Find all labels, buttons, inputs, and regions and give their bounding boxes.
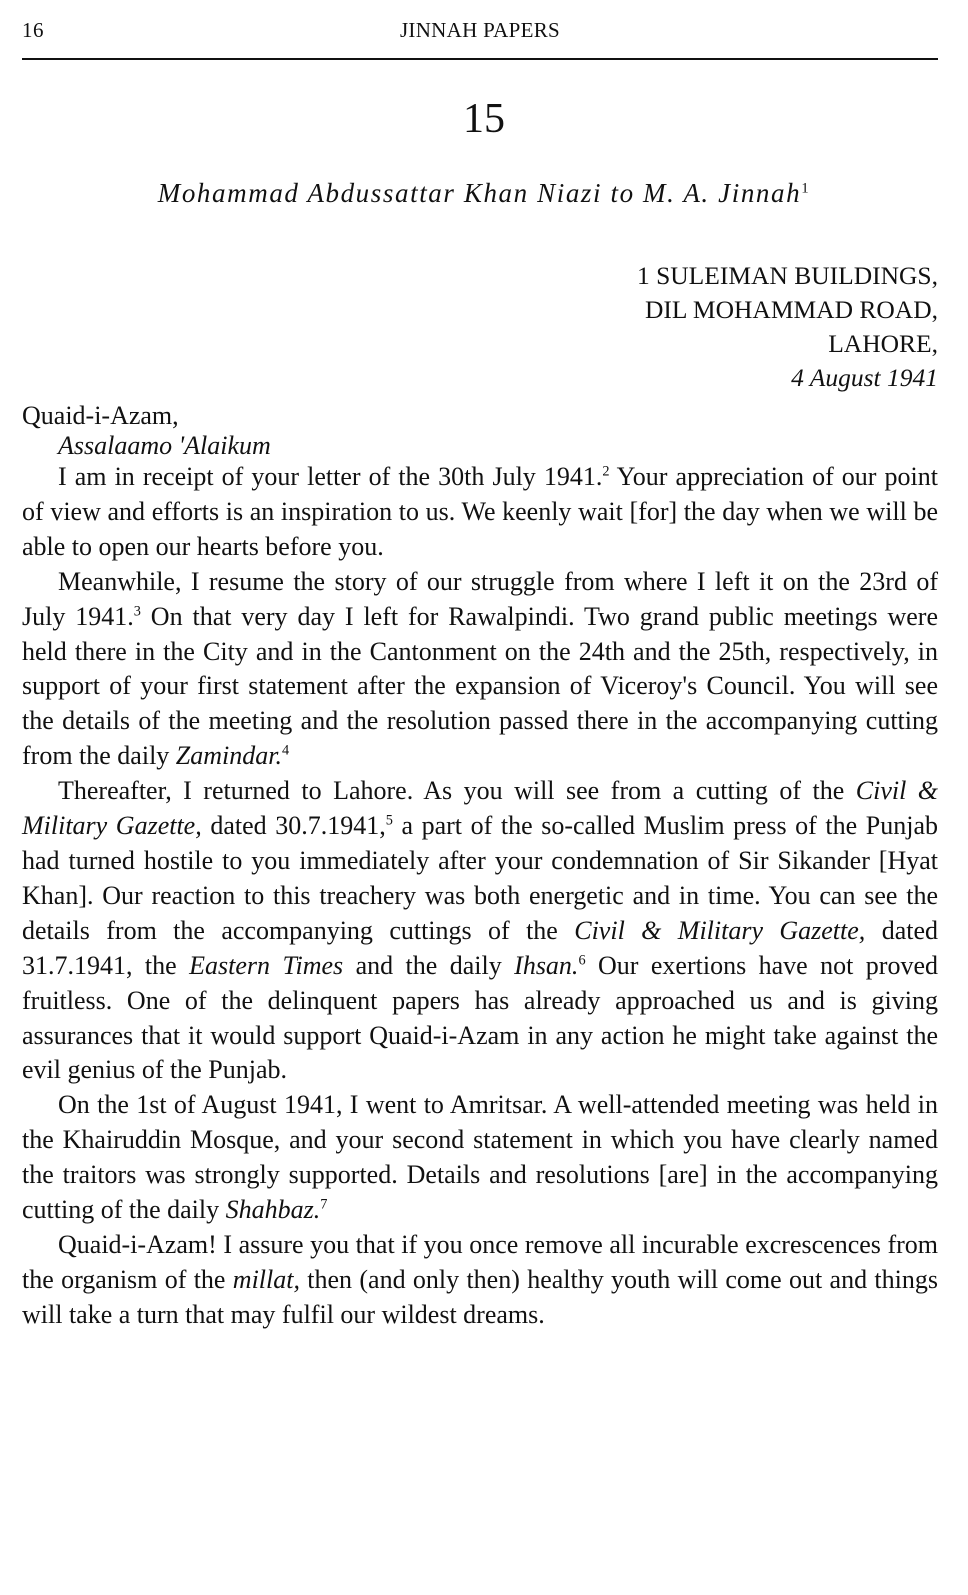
- address-line: DIL MOHAMMAD ROAD,: [644, 295, 938, 324]
- paragraph-text: Meanwhile, I resume the story of our struggle from where I left it on the 23rd of July 1941.: [22, 566, 938, 631]
- header-rule: [22, 58, 938, 60]
- paragraph-text: dated 31.7.1941, the: [22, 915, 939, 980]
- italic-text: millat,: [232, 1264, 300, 1294]
- letter-paragraph: [22, 460, 938, 565]
- footnote-ref: 6: [578, 952, 586, 969]
- letter-body: [22, 460, 938, 1333]
- paragraph-text: Your appreciation of our point of view and efforts is an inspiration to us. We keenly wait [for] the day when we will be able to open our hearts before you.: [22, 462, 938, 561]
- footnote-ref: 4: [282, 742, 290, 759]
- paragraph-text: Our exertions have not proved fruitless. One of the delinquent papers has already approached us and is giving assurances that it would support Quaid-i-Azam in any action he might take against the evil genius of the Punjab.: [22, 950, 938, 1085]
- running-title: JINNAH PAPERS: [399, 18, 561, 42]
- address-line: LAHORE,: [828, 329, 938, 358]
- document-number: 15: [463, 96, 505, 142]
- italic-text: Shahbaz.: [225, 1195, 321, 1225]
- italic-text: Ihsan.: [514, 950, 579, 980]
- italic-text: Eastern Times: [189, 950, 344, 980]
- address-line: 1 SULEIMAN BUILDINGS,: [636, 261, 938, 290]
- document-heading: [0, 178, 968, 209]
- heading-text: Mohammad Abdussattar Khan Niazi to M. A. Jinnah: [157, 178, 802, 208]
- italic-text: Civil & Military Gazette,: [22, 776, 938, 841]
- letter-paragraph: [22, 1088, 938, 1228]
- paragraph-text: a part of the so-called Muslim press of the Punjab had turned hostile to you immediately after your condemnation of Sir Sikander [Hyat Khan]. Our reaction to this treachery was both energetic and in time. You can see the details from the accompanying cuttings of the: [22, 811, 938, 945]
- letter-paragraph: [22, 774, 938, 1088]
- paragraph-text: On that very day I left for Rawalpindi. Two grand public meetings were held there in the City and in the Cantonment on the 24th and the 25th, respectively, in support of your first statement after the expansion of Viceroy's Council. You will see the details of the meeting and the resolution passed there in the accompanying cutting from the daily: [22, 601, 939, 771]
- footnote-ref: 7: [320, 1196, 328, 1213]
- paragraph-text: On the 1st of August 1941, I went to Amritsar. A well-attended meeting was held in the Khairuddin Mosque, and your second statement in which you have clearly named the traitors was strongly supported. Details and resolutions [are] in the accompanying cutting of the daily: [22, 1090, 938, 1225]
- italic-text: Civil & Military Gazette,: [574, 915, 866, 945]
- paragraph-text: and the daily: [343, 950, 515, 980]
- paragraph-text: dated 30.7.1941,: [201, 811, 386, 841]
- footnote-ref: 5: [385, 812, 393, 829]
- paragraph-text: I am in receipt of your letter of the 30th July 1941.: [58, 462, 603, 491]
- greeting: Assalaamo 'Alaikum: [58, 431, 271, 460]
- italic-text: Zamindar.: [175, 741, 282, 771]
- paragraph-text: Quaid-i-Azam! I assure you that if you once remove all incurable excrescences from the organism of the: [22, 1229, 938, 1294]
- sender-address: [637, 259, 938, 395]
- footnote-ref: 2: [602, 463, 610, 480]
- paragraph-text: then (and only then) healthy youth will come out and things will take a turn that may fulfil our wildest dreams.: [22, 1264, 938, 1329]
- salutation: Quaid-i-Azam,: [22, 401, 179, 430]
- paragraph-text: Thereafter, I returned to Lahore. As you will see from a cutting of the: [58, 776, 856, 806]
- heading-footnote-ref: 1: [801, 180, 811, 197]
- letter-date: 4 August 1941: [791, 363, 938, 392]
- footnote-ref: 3: [133, 603, 141, 620]
- page-number: 16: [22, 18, 44, 42]
- letter-paragraph: [22, 565, 938, 774]
- letter-paragraph: [22, 1228, 938, 1333]
- running-head: [22, 14, 938, 50]
